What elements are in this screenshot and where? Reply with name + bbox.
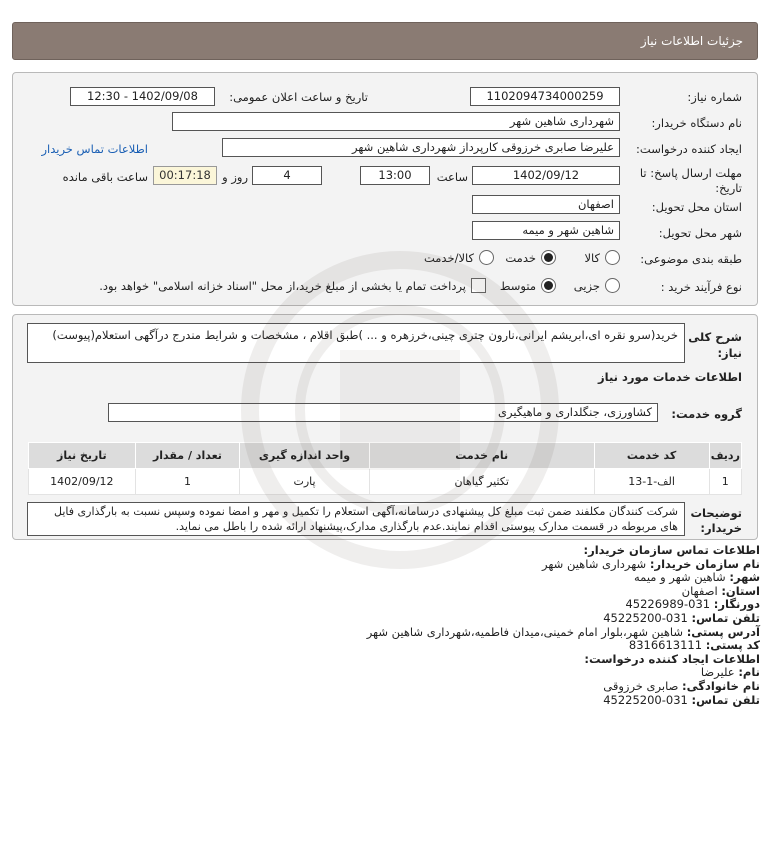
- deadline-time-field: 13:00: [360, 166, 430, 185]
- creator-first-name-value: علیرضا: [700, 665, 735, 680]
- table-header-row: [29, 443, 742, 469]
- contact-address-row: [20, 626, 760, 640]
- process-minor-radio[interactable]: [605, 278, 620, 293]
- contact-province-value: اصفهان: [681, 583, 718, 598]
- category-both-label: کالا/خدمت: [423, 250, 474, 265]
- deadline-date-field: 1402/09/12: [472, 166, 620, 185]
- process-option-minor[interactable]: [574, 278, 620, 293]
- description-label-2: نیاز:: [717, 346, 742, 360]
- category-service-label: خدمت: [505, 250, 536, 265]
- category-goods-label: کالا: [584, 250, 600, 265]
- city-field: شاهین شهر و میمه: [472, 221, 620, 240]
- treasury-note: پرداخت تمام یا بخشی از مبلغ خرید،از محل "اسناد خزانه اسلامی" خواهد بود.: [99, 278, 466, 293]
- contact-fax-value: 031-45226989: [625, 597, 711, 612]
- page-header: [12, 22, 758, 60]
- contact-info-link[interactable]: اطلاعات تماس خریدار: [41, 142, 148, 156]
- cell-qty: 1: [135, 469, 240, 495]
- province-label: استان محل تحویل:: [651, 200, 742, 214]
- col-qty: تعداد / مقدار: [135, 443, 240, 469]
- creator-field: علیرضا صابری خرزوقی کارپرداز شهرداری شاهین شهر: [222, 138, 620, 157]
- deadline-date-label: تاریخ:: [715, 181, 742, 195]
- details-panel: [12, 72, 758, 306]
- services-table: [28, 442, 742, 495]
- col-date: تاریخ نیاز: [29, 443, 136, 469]
- cell-name: تکثیر گیاهان: [369, 469, 594, 495]
- remaining-timer: 00:17:18: [153, 166, 217, 185]
- contact-phone-row: [20, 612, 760, 626]
- category-service-radio[interactable]: [541, 250, 556, 265]
- buyer-org-field: شهرداری شاهین شهر: [172, 112, 620, 131]
- contact-org-label: نام سازمان خریدار:: [649, 556, 760, 571]
- deadline-label: مهلت ارسال پاسخ: تا: [639, 166, 742, 180]
- contact-address-label: آدرس پستی:: [686, 624, 760, 639]
- col-code: کد خدمت: [594, 443, 709, 469]
- contact-fax-row: [20, 598, 760, 612]
- contact-phone-label: تلفن تماس:: [691, 610, 760, 625]
- creator-first-name-label: نام:: [738, 665, 760, 680]
- description-label: شرح کلی: [688, 330, 742, 344]
- announce-field: 1402/09/08 - 12:30: [70, 87, 215, 106]
- service-group-label: گروه خدمت:: [671, 407, 742, 421]
- category-both-radio[interactable]: [479, 250, 494, 265]
- creator-last-name-row: [20, 680, 760, 694]
- contact-city-value: شاهین شهر و میمه: [634, 570, 726, 585]
- buyer-notes-label-2: خریدار:: [700, 521, 742, 535]
- services-section-title: اطلاعات خدمات مورد نیاز: [598, 370, 742, 384]
- contact-title: اطلاعات تماس سازمان خریدار:: [583, 543, 760, 557]
- process-option-medium[interactable]: [500, 278, 556, 293]
- treasury-option[interactable]: [99, 278, 486, 293]
- contact-address-value: شاهین شهر،بلوار امام خمینی،میدان فاطمیه،شهرداری شاهین شهر: [366, 624, 684, 639]
- category-option-service[interactable]: [505, 250, 556, 265]
- contact-city-row: [20, 571, 760, 585]
- process-medium-radio[interactable]: [541, 278, 556, 293]
- province-field: اصفهان: [472, 195, 620, 214]
- contact-postal-label: کد پستی:: [705, 638, 760, 653]
- cell-unit: پارت: [240, 469, 370, 495]
- contact-province-row: [20, 585, 760, 599]
- col-name: نام خدمت: [369, 443, 594, 469]
- creator-first-name-row: [20, 666, 760, 680]
- category-label: طبقه بندی موضوعی:: [640, 252, 742, 266]
- contact-org-value: شهرداری شاهین شهر: [542, 556, 647, 571]
- cell-row: 1: [709, 469, 741, 495]
- description-text: خرید(سرو نقره ای،ابریشم ایرانی،نارون چتری چینی،خرزهره و ... )طبق اقلام ، مشخصات و شرایط مندرج درآگهی استعلام(پیوست): [52, 328, 678, 342]
- service-group-field: کشاورزی، جنگلداری و ماهیگیری: [108, 403, 658, 422]
- process-medium-label: متوسط: [499, 278, 536, 293]
- process-minor-label: جزیی: [573, 278, 600, 293]
- treasury-checkbox[interactable]: [471, 278, 486, 293]
- contact-phone-value: 031-45225200: [603, 610, 688, 625]
- cell-date: 1402/09/12: [29, 469, 136, 495]
- time-label: ساعت: [436, 170, 468, 184]
- creator-last-name-value: صابری خرزوقی: [603, 678, 679, 693]
- creator-phone-row: [20, 694, 760, 708]
- category-option-goods[interactable]: [584, 250, 620, 265]
- contact-section: [20, 544, 760, 707]
- table-row: [29, 469, 742, 495]
- creator-last-name-label: نام خانوادگی:: [682, 678, 760, 693]
- contact-postal-row: [20, 639, 760, 653]
- contact-province-label: استان:: [721, 583, 760, 598]
- creator-phone-value: 031-45225200: [603, 692, 688, 707]
- creator-phone-label: تلفن تماس:: [691, 692, 760, 707]
- category-option-both[interactable]: [424, 250, 494, 265]
- contact-city-label: شهر:: [729, 570, 760, 585]
- buyer-notes-label: توضیحات: [690, 506, 742, 520]
- need-number-field: 1102094734000259: [470, 87, 620, 106]
- col-unit: واحد اندازه گیری: [240, 443, 370, 469]
- need-number-label: شماره نیاز:: [687, 90, 742, 104]
- process-label: نوع فرآیند خرید :: [660, 280, 742, 294]
- days-label: روز و: [222, 170, 248, 184]
- announce-label: تاریخ و ساعت اعلان عمومی:: [229, 90, 368, 104]
- buyer-notes-box: [27, 502, 685, 536]
- remaining-label: ساعت باقی مانده: [62, 170, 148, 184]
- cell-code: الف-1-13: [594, 469, 709, 495]
- contact-org-row: [20, 558, 760, 572]
- category-goods-radio[interactable]: [605, 250, 620, 265]
- page-title: جزئیات اطلاعات نیاز: [640, 34, 743, 48]
- col-row: ردیف: [709, 443, 741, 469]
- creator-label: ایجاد کننده درخواست:: [636, 142, 742, 156]
- description-box: [27, 323, 685, 363]
- buyer-org-label: نام دستگاه خریدار:: [651, 116, 742, 130]
- buyer-notes-text: شرکت کنندگان مکلفند ضمن ثبت مبلغ کل پیشنهادی درسامانه،آگهی استعلام را تکمیل و مهر و امضا نموده وسپس نسبت به بارگذاری فایل های مربوطه در قسمت مدارک پیوستی اقدام نمایند.عدم بارگذاری مدارک،پیشنهاد ارائه شده را باطل می نماید.: [54, 505, 678, 533]
- contact-postal-value: 8316613111: [628, 638, 703, 653]
- days-field: 4: [252, 166, 322, 185]
- creator-info-title: اطلاعات ایجاد کننده درخواست:: [584, 651, 760, 666]
- city-label: شهر محل تحویل:: [658, 226, 742, 240]
- contact-fax-label: دورنگار:: [713, 597, 760, 612]
